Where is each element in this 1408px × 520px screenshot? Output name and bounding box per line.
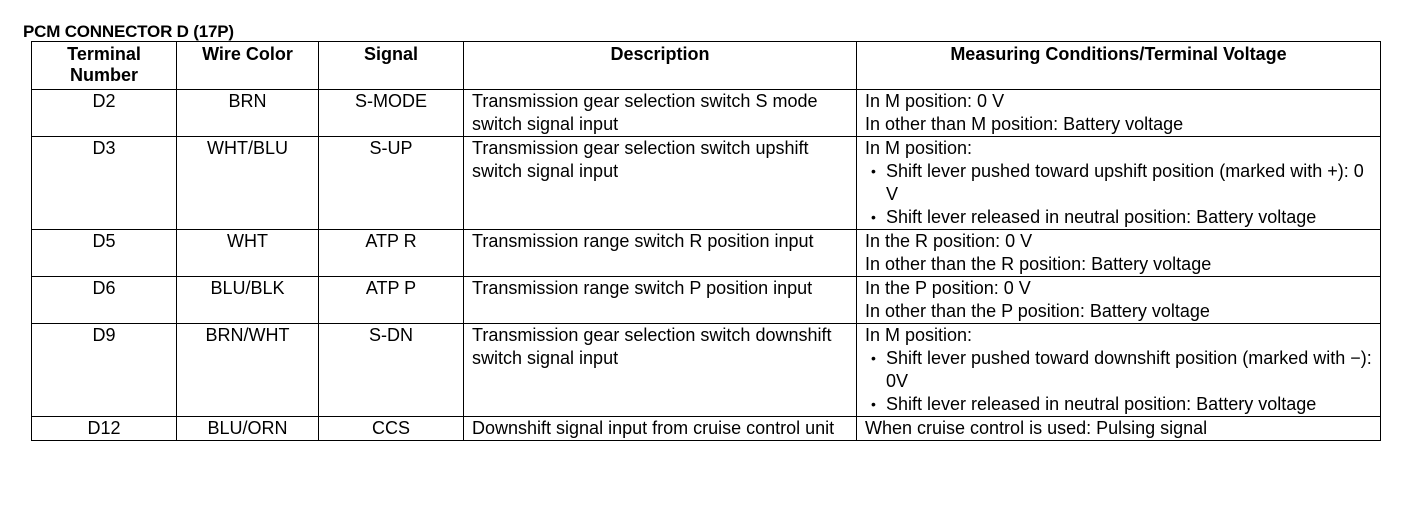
wire-color-cell: BLU/ORN: [177, 417, 319, 441]
conditions-cell: [857, 417, 1381, 441]
table-row: [32, 277, 1381, 324]
description-cell: Transmission range switch P position input: [464, 277, 857, 324]
condition-line: In M position: 0 V: [865, 91, 1005, 111]
conditions-cell: [857, 90, 1381, 137]
conditions-cell: [857, 324, 1381, 417]
condition-line: In the R position: 0 V: [865, 231, 1033, 251]
terminal-number-cell: D6: [32, 277, 177, 324]
header-measuring-conditions: Measuring Conditions/Terminal Voltage: [857, 42, 1381, 90]
table-row: [32, 230, 1381, 277]
header-description: Description: [464, 42, 857, 90]
condition-line: In M position:: [865, 325, 973, 345]
condition-bullet-list: [865, 160, 1374, 229]
wire-color-cell: WHT: [177, 230, 319, 277]
table-row: [32, 90, 1381, 137]
signal-cell: CCS: [319, 417, 464, 441]
conditions-cell: [857, 230, 1381, 277]
condition-line: In M position:: [865, 138, 973, 158]
wire-color-cell: WHT/BLU: [177, 137, 319, 230]
terminal-number-cell: D12: [32, 417, 177, 441]
condition-bullet: • Shift lever released in neutral position: Battery voltage: [865, 393, 1374, 416]
conditions-cell: [857, 277, 1381, 324]
condition-bullet: • Shift lever pushed toward downshift position (marked with −): 0V: [865, 347, 1374, 393]
signal-cell: ATP R: [319, 230, 464, 277]
terminal-number-cell: D5: [32, 230, 177, 277]
description-cell: Transmission range switch R position input: [464, 230, 857, 277]
table-row: [32, 417, 1381, 441]
header-terminal-number: Terminal Number: [32, 42, 177, 90]
signal-cell: S-MODE: [319, 90, 464, 137]
wire-color-cell: BRN: [177, 90, 319, 137]
table-header-row: [32, 42, 1381, 90]
terminal-number-cell: D9: [32, 324, 177, 417]
condition-bullet: • Shift lever pushed toward upshift position (marked with +): 0 V: [865, 160, 1374, 206]
terminal-number-cell: D2: [32, 90, 177, 137]
signal-cell: S-UP: [319, 137, 464, 230]
table-row: [32, 137, 1381, 230]
wire-color-cell: BRN/WHT: [177, 324, 319, 417]
description-cell: Transmission gear selection switch downshift switch signal input: [464, 324, 857, 417]
header-signal: Signal: [319, 42, 464, 90]
condition-line: When cruise control is used: Pulsing signal: [865, 418, 1208, 438]
conditions-cell: [857, 137, 1381, 230]
wire-color-cell: BLU/BLK: [177, 277, 319, 324]
description-cell: Transmission gear selection switch S mode switch signal input: [464, 90, 857, 137]
page-title: PCM CONNECTOR D (17P): [23, 22, 234, 41]
table-row: [32, 324, 1381, 417]
condition-line: In other than M position: Battery voltage: [865, 114, 1184, 134]
condition-bullet: • Shift lever released in neutral position: Battery voltage: [865, 206, 1374, 229]
connector-table: [31, 41, 1381, 441]
signal-cell: ATP P: [319, 277, 464, 324]
signal-cell: S-DN: [319, 324, 464, 417]
description-cell: Downshift signal input from cruise control unit: [464, 417, 857, 441]
condition-bullet-list: [865, 347, 1374, 416]
condition-line: In other than the P position: Battery voltage: [865, 301, 1210, 321]
condition-line: In the P position: 0 V: [865, 278, 1031, 298]
terminal-number-cell: D3: [32, 137, 177, 230]
description-cell: Transmission gear selection switch upshift switch signal input: [464, 137, 857, 230]
header-wire-color: Wire Color: [177, 42, 319, 90]
condition-line: In other than the R position: Battery voltage: [865, 254, 1212, 274]
